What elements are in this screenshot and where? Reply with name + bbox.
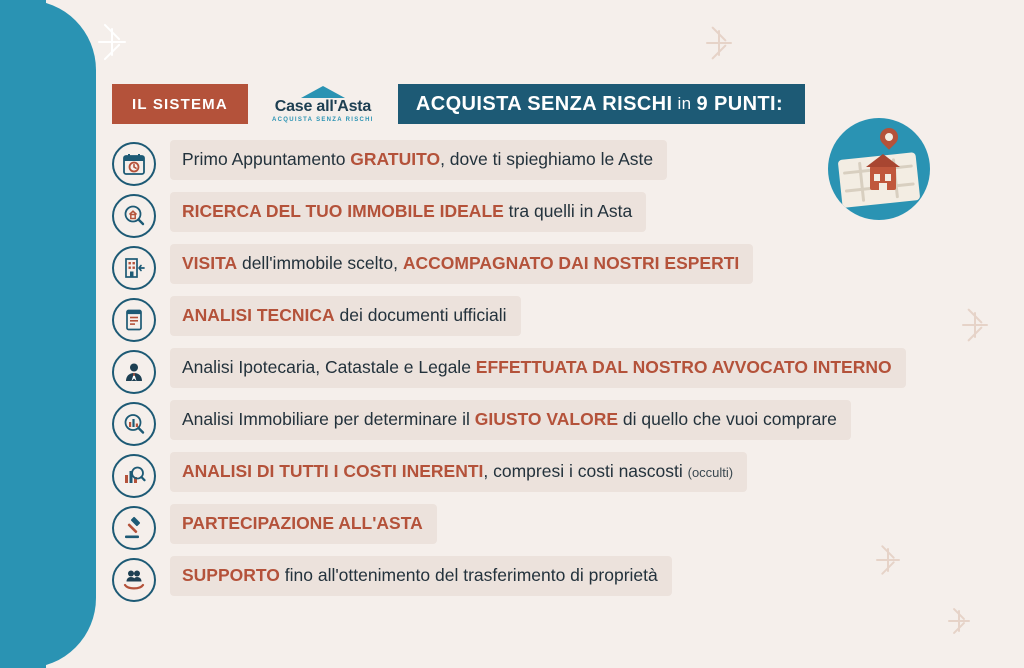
text-part: , compresi i costi nascosti	[483, 461, 688, 481]
text-part-highlight: EFFETTUATA DAL NOSTRO AVVOCATO INTERNO	[475, 357, 892, 377]
text-part-highlight: PARTECIPAZIONE ALL'ASTA	[182, 513, 423, 533]
text-part: Analisi Ipotecaria, Catastale e Legale	[182, 357, 476, 377]
lawyer-person-icon	[112, 350, 156, 394]
sparkle-icon	[98, 28, 126, 56]
list-item	[112, 400, 922, 446]
list-item	[112, 296, 922, 342]
list-item	[112, 348, 922, 394]
list-item	[112, 556, 922, 602]
list-item	[112, 504, 922, 550]
points-list	[112, 140, 922, 608]
list-item-text	[170, 556, 672, 596]
text-part: Primo Appuntamento	[182, 149, 351, 169]
header-title	[398, 84, 805, 124]
list-item-text	[170, 140, 667, 180]
list-item-text	[170, 296, 521, 336]
header-left-label: IL SISTEMA	[112, 84, 248, 124]
text-part-highlight: ANALISI TECNICA	[182, 305, 335, 325]
list-item-text	[170, 348, 906, 388]
document-checklist-icon	[112, 298, 156, 342]
text-part-highlight: VISITA	[182, 253, 238, 273]
chart-magnifier-icon	[112, 402, 156, 446]
list-item-text	[170, 504, 437, 544]
brand-tagline: ACQUISTA SENZA RISCHI	[272, 116, 374, 123]
list-item-text	[170, 192, 646, 232]
sparkle-icon	[948, 610, 970, 632]
left-teal-panel-inner	[0, 0, 46, 668]
list-item-text	[170, 244, 753, 284]
sparkle-icon	[706, 30, 732, 56]
text-part: Analisi Immobiliare per determinare il	[182, 409, 475, 429]
building-visit-icon	[112, 246, 156, 290]
auction-gavel-icon	[112, 506, 156, 550]
text-part-highlight: ACCOMPAGNATO DAI NOSTRI ESPERTI	[402, 253, 740, 273]
text-part: fino all'ottenimento del trasferimento di proprietà	[279, 565, 658, 585]
list-item	[112, 140, 922, 186]
list-item	[112, 192, 922, 238]
header-title-part-2: 9 PUNTI:	[696, 92, 784, 115]
brand-logo	[248, 84, 398, 124]
text-part: tra quelli in Asta	[503, 201, 633, 221]
text-part: dei documenti ufficiali	[334, 305, 507, 325]
brand-name: Case all'Asta	[274, 97, 372, 115]
header-title-part-1: ACQUISTA SENZA RISCHI	[415, 92, 673, 115]
header-bar	[112, 84, 805, 124]
list-item-text	[170, 400, 851, 440]
text-part: di quello che vuoi comprare	[618, 409, 837, 429]
left-teal-panel	[0, 0, 96, 668]
text-part-highlight: RICERCA DEL TUO IMMOBILE IDEALE	[182, 201, 504, 221]
calendar-clock-icon	[112, 142, 156, 186]
support-hands-icon	[112, 558, 156, 602]
roof-icon	[301, 86, 345, 98]
header-title-connector: in	[677, 94, 692, 113]
text-part-highlight: SUPPORTO	[182, 565, 280, 585]
costs-chart-magnifier-icon	[112, 454, 156, 498]
text-part-small: (occulti)	[687, 465, 734, 480]
list-item	[112, 244, 922, 290]
magnifier-house-icon	[112, 194, 156, 238]
sparkle-icon	[962, 312, 988, 338]
text-part: , dove ti spieghiamo le Aste	[440, 149, 654, 169]
text-part-highlight: GIUSTO VALORE	[474, 409, 619, 429]
text-part-highlight: ANALISI DI TUTTI I COSTI INERENTI	[182, 461, 484, 481]
text-part: dell'immobile scelto,	[237, 253, 403, 273]
text-part-highlight: GRATUITO	[350, 149, 441, 169]
list-item	[112, 452, 922, 498]
list-item-text	[170, 452, 747, 492]
